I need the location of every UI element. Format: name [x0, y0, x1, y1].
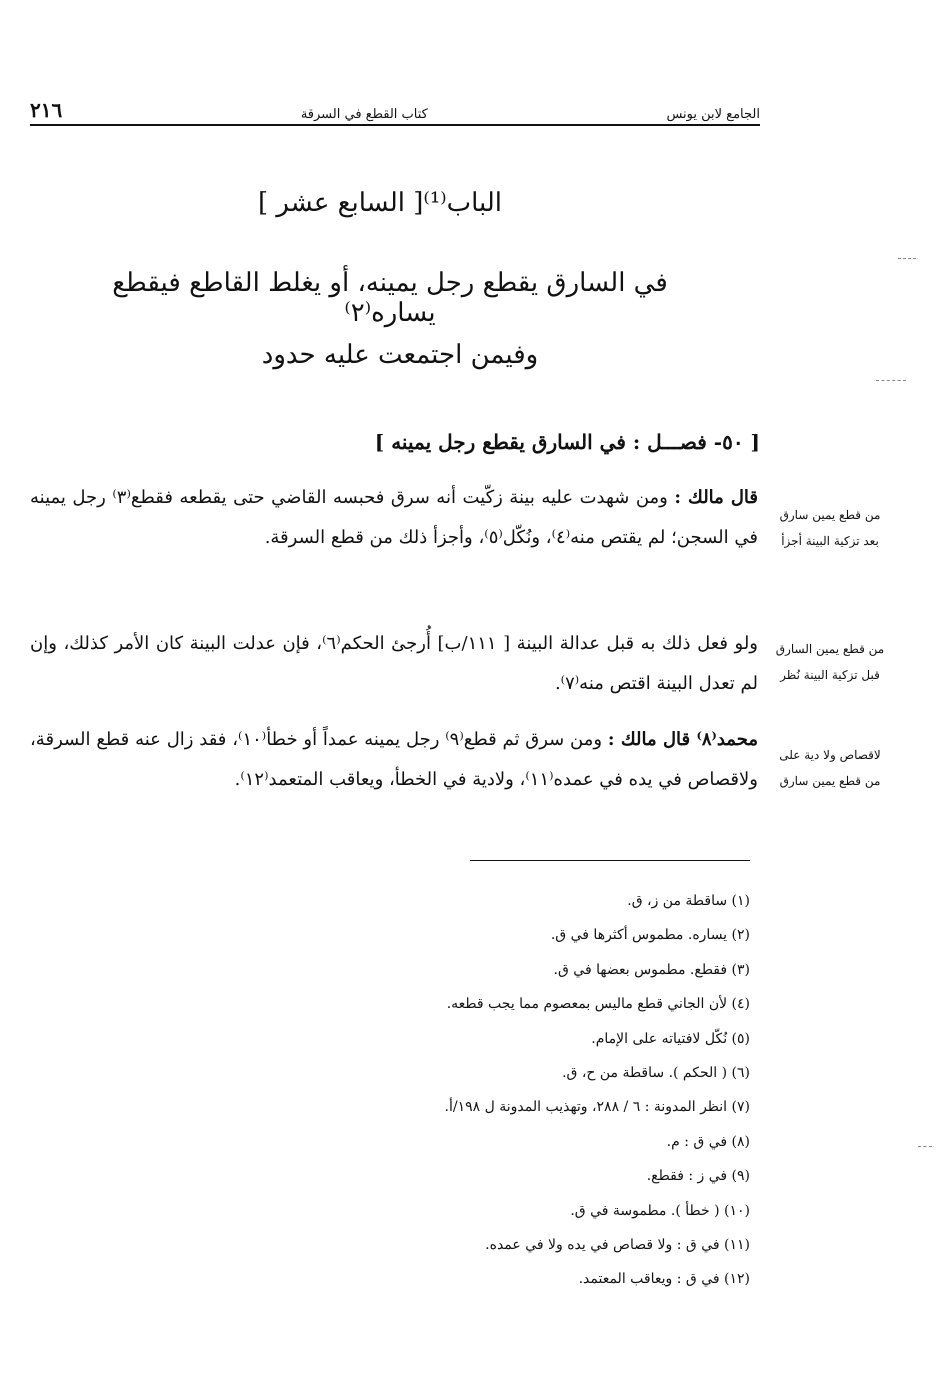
chapter-subtitle-2: وفيمن اجتمعت عليه حدود — [261, 340, 539, 370]
page-number: ٢١٦ — [30, 98, 63, 122]
footnote-11: (١١) في ق : ولا قصاص في يده ولا في عمده. — [485, 1237, 750, 1254]
paragraph-1-text: ومن شهدت عليه بينة زكّيت أنه سرق فحبسه القاضي حتى يقطعه فقطع⁽٣⁾ رجل يمينه في السجن؛ لم يقتص منه⁽٤⁾، ونُكّل⁽٥⁾، وأجزأ ذلك من قطع السرقة. — [30, 487, 758, 548]
scan-speck — [918, 1146, 932, 1147]
footnote-7: (٧) انظر المدونة : ٦ / ٢٨٨، وتهذيب المدونة ل ١٩٨/أ. — [444, 1099, 750, 1116]
chapter-subtitle-1: في السارق يقطع رجل يمينه، أو يغلط القاطع فيقطع يساره⁽٢⁾ — [112, 268, 668, 328]
footnote-3: (٣) فقطع. مطموس بعضها في ق. — [553, 961, 750, 978]
chapter-title: الباب⁽¹⁾[ السابع عشر ] — [257, 188, 503, 218]
footnote-12: (١٢) في ق : ويعاقب المعتمد. — [578, 1271, 750, 1288]
margin-note-3: لاقصاص ولا دية على من قطع يمين سارق — [779, 748, 881, 788]
scan-speck — [876, 380, 906, 381]
chapter-running-title: كتاب القطع في السرقة — [300, 107, 428, 122]
header-rule — [30, 124, 760, 126]
section-heading: [ ٥٠- فصـــل : في السارق يقطع رجل يمينه ] — [374, 430, 760, 454]
footnote-10: (١٠) ( خطأ ). مطموسة في ق. — [570, 1202, 750, 1219]
footnote-rule — [470, 860, 750, 861]
running-header — [30, 100, 760, 122]
footnote-9: (٩) في ز : فقطع. — [646, 1168, 750, 1185]
paragraph-3-text: ومن سرق ثم قطع⁽٩⁾ رجل يمينه عمداً أو خطأ⁽١٠⁾، فقد زال عنه قطع السرقة، ولاقصاص في يده في عمده⁽١١⁾، ولادية في الخطأ، ويعاقب المتعمد⁽١٢⁾. — [30, 729, 758, 790]
paragraph-1 — [30, 478, 758, 558]
paragraph-2 — [30, 624, 758, 704]
scan-speck — [898, 258, 916, 259]
footnote-1: (١) ساقطة من ز، ق. — [627, 893, 750, 909]
book-running-title: الجامع لابن يونس — [666, 107, 760, 122]
paragraph-3 — [30, 720, 758, 800]
margin-note-1: من قطع يمين سارق بعد تزكية البينة أجزأ — [779, 508, 881, 548]
paragraph-2-text: ولو فعل ذلك به قبل عدالة البينة [ ١١١/ب] أُرجئ الحكم⁽٦⁾، فإن عدلت البينة كان الأمر كذلك، وإن لم تعدل البينة اقتص منه⁽٧⁾. — [30, 633, 759, 694]
footnote-4: (٤) لأن الجاني قطع ماليس بمعصوم مما يجب قطعه. — [446, 996, 750, 1013]
footnote-2: (٢) يساره. مطموس أكثرها في ق. — [550, 927, 750, 944]
footnote-6: (٦) ( الحكم ). ساقطة من ح، ق. — [562, 1065, 750, 1082]
footnote-5: (٥) نُكّل لافتياته على الإمام. — [591, 1030, 750, 1047]
paragraph-3-lead: محمد⁽٨⁾ قال مالك : — [607, 729, 758, 750]
paragraph-1-lead: قال مالك : — [674, 487, 759, 508]
margin-note-2: من قطع يمين السارق قبل تزكية البينة نُظر — [775, 642, 885, 682]
footnotes — [200, 884, 750, 1297]
footnote-8: (٨) في ق : م. — [666, 1133, 750, 1150]
